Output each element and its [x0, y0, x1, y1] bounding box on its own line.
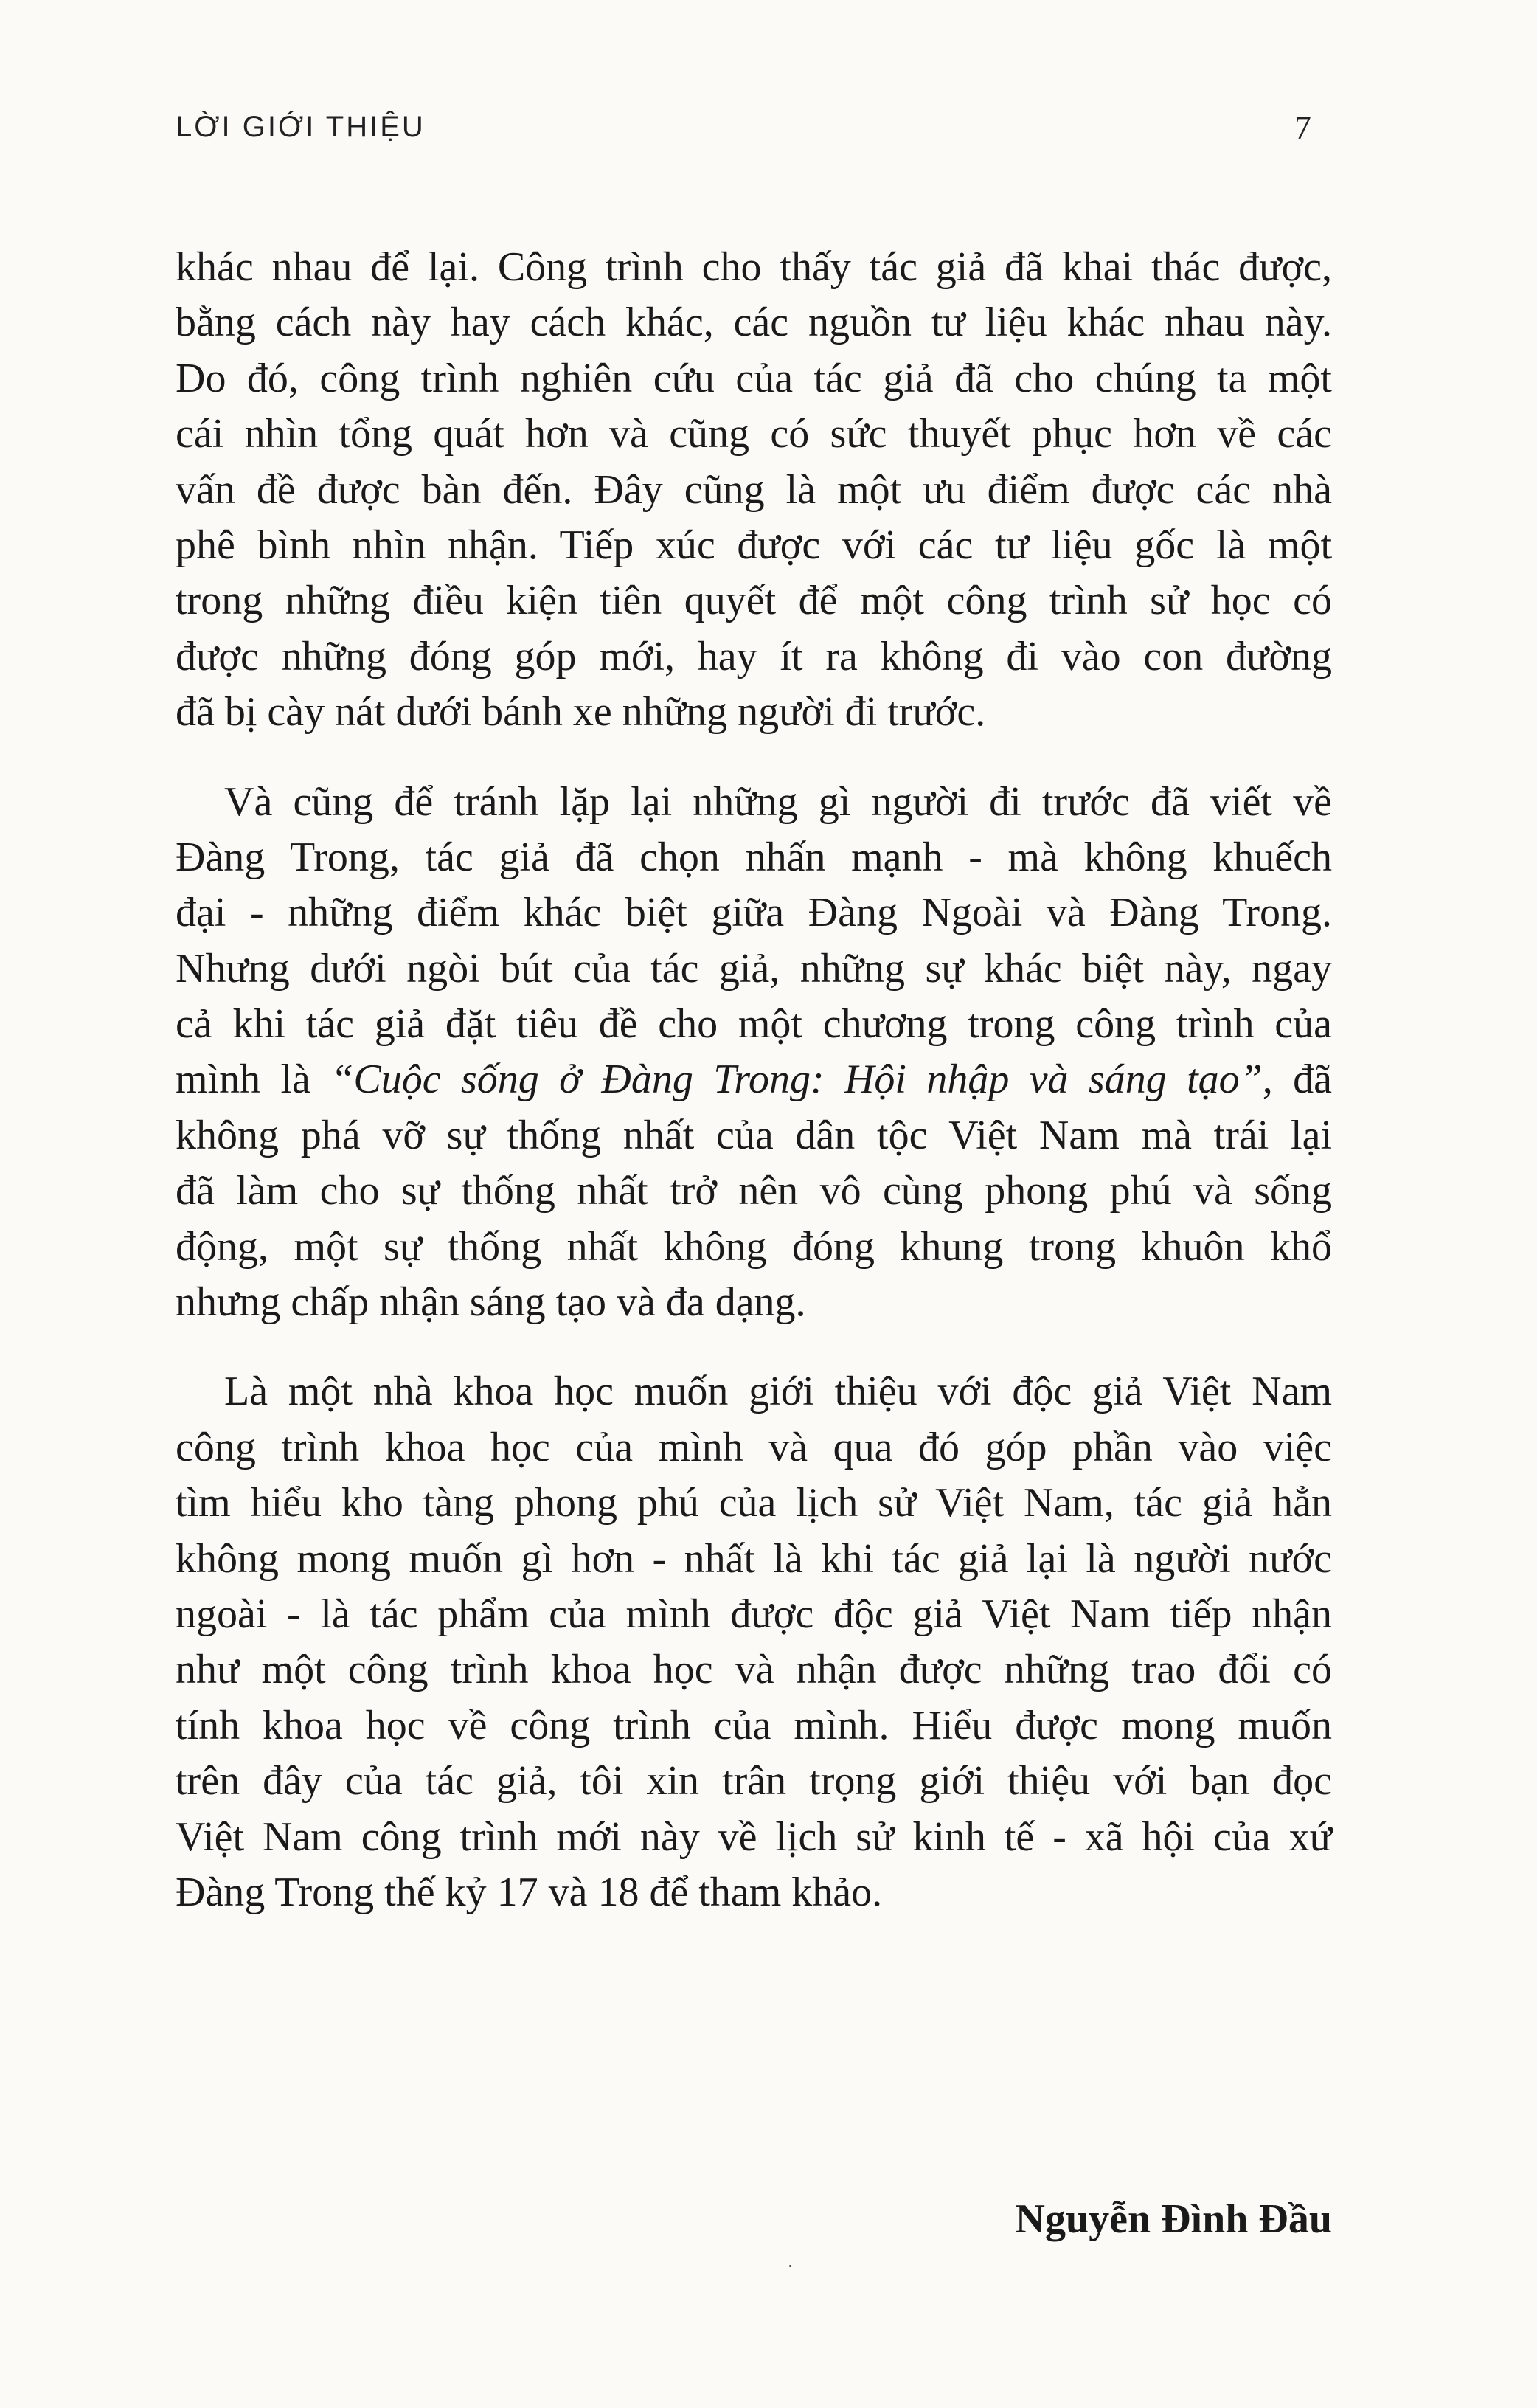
author-signature: Nguyễn Đình Đầu — [1015, 2196, 1332, 2242]
text-line: Là một nhà khoa học muốn giới thiệu với độc giả Việt Nam — [224, 1369, 1332, 1415]
text-line: bằng cách này hay cách khác, các nguồn tư liệu khác nhau này. — [176, 300, 1332, 346]
text-line: đã làm cho sự thống nhất trở nên vô cùng phong phú và sống — [176, 1168, 1332, 1214]
text-line: Và cũng để tránh lặp lại những gì người đi trước đã viết về — [224, 778, 1332, 825]
text-line: không phá vỡ sự thống nhất của dân tộc Việt Nam mà trái lại — [176, 1112, 1332, 1158]
body-text — [176, 240, 1332, 1920]
text-line: Do đó, công trình nghiên cứu của tác giả đã cho chúng ta một — [176, 355, 1332, 401]
running-head-title: LỜI GIỚI THIỆU — [176, 111, 426, 143]
paragraph-2 — [176, 775, 1332, 1331]
text-line: trên đây của tác giả, tôi xin trân trọng giới thiệu với bạn đọc — [176, 1758, 1332, 1805]
text-line: động, một sự thống nhất không đóng khung trong khuôn khổ — [176, 1223, 1332, 1270]
text-line: Nhưng dưới ngòi bút của tác giả, những sự khác biệt này, ngay — [176, 945, 1332, 992]
line-text-after: , đã — [1262, 1056, 1332, 1103]
text-line: cả khi tác giả đặt tiêu đề cho một chương trong công trình của — [176, 1001, 1332, 1048]
text-line: khác nhau để lại. Công trình cho thấy tác giả đã khai thác được, — [176, 244, 1332, 290]
text-line: được những đóng góp mới, hay ít ra không đi vào con đường — [176, 633, 1332, 679]
text-line: Đàng Trong, tác giả đã chọn nhấn mạnh - mà không khuếch — [176, 834, 1332, 880]
text-line-with-title — [176, 1052, 1332, 1107]
text-line: trong những điều kiện tiên quyết để một công trình sử học có — [176, 578, 1332, 624]
text-line: không mong muốn gì hơn - nhất là khi tác giả lại là người nước — [176, 1535, 1332, 1582]
page-number: 7 — [1294, 108, 1311, 146]
text-line: tìm hiểu kho tàng phong phú của lịch sử Việt Nam, tác giả hẳn — [176, 1480, 1332, 1526]
text-line: như một công trình khoa học và nhận được những trao đổi có — [176, 1647, 1332, 1693]
text-line: đã bị cày nát dưới bánh xe những người đi trước. — [176, 689, 986, 736]
text-line: đại - những điểm khác biệt giữa Đàng Ngoài và Đàng Trong. — [176, 890, 1332, 936]
print-speck — [789, 2265, 791, 2267]
text-line: vấn đề được bàn đến. Đây cũng là một ưu điểm được các nhà — [176, 466, 1332, 513]
paragraph-3 — [176, 1364, 1332, 1920]
paragraph-gap — [176, 741, 1332, 775]
line-text-before: mình là — [176, 1056, 331, 1103]
text-line: Đàng Trong thế kỷ 17 và 18 để tham khảo. — [176, 1869, 883, 1915]
text-line: công trình khoa học của mình và qua đó góp phần vào việc — [176, 1424, 1332, 1470]
chapter-title-quote: “Cuộc sống ở Đàng Trong: Hội nhập và sáng tạo” — [330, 1056, 1263, 1103]
paragraph-gap — [176, 1330, 1332, 1364]
paragraph-1 — [176, 240, 1332, 741]
text-line: ngoài - là tác phẩm của mình được độc giả Việt Nam tiếp nhận — [176, 1591, 1332, 1637]
text-line: tính khoa học về công trình của mình. Hiểu được mong muốn — [176, 1702, 1332, 1748]
text-line: nhưng chấp nhận sáng tạo và đa dạng. — [176, 1279, 806, 1326]
text-line: cái nhìn tổng quát hơn và cũng có sức thuyết phục hơn về các — [176, 411, 1332, 457]
text-line: phê bình nhìn nhận. Tiếp xúc được với các tư liệu gốc là một — [176, 522, 1332, 568]
text-line: Việt Nam công trình mới này về lịch sử kinh tế - xã hội của xứ — [176, 1813, 1332, 1860]
